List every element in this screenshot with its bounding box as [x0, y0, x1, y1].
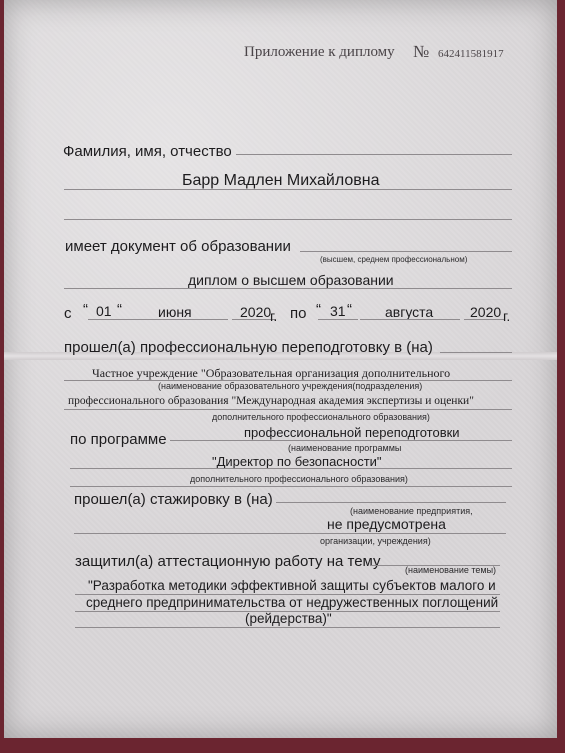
retraining-org-line2-rule	[64, 409, 512, 410]
period-from-month: июня	[158, 304, 192, 320]
period-to-year-suffix: г.	[503, 308, 511, 324]
number-sign: №	[413, 42, 430, 61]
retraining-label-line	[440, 352, 512, 353]
education-label: имеет документ об образовании	[65, 238, 291, 255]
period-from-day: 01	[96, 303, 112, 319]
period-from-year-suffix: г.	[270, 308, 278, 324]
period-from-open-quote: “	[83, 301, 88, 318]
education-value-line	[64, 288, 512, 289]
period-to-month-line	[360, 319, 460, 320]
period-to-day: 31	[330, 303, 346, 319]
program-value1: профессиональной переподготовки	[244, 425, 460, 440]
period-from-year: 2020	[240, 304, 272, 320]
period-to-open-quote: “	[316, 301, 321, 318]
period-to-year-line	[464, 319, 504, 320]
internship-line-1	[276, 502, 506, 503]
thesis-line2: среднего предпринимательства от недружественных поглощений	[86, 595, 499, 610]
fio-line-2	[64, 189, 512, 190]
program-line-1	[170, 440, 512, 441]
internship-value: не предусмотрена	[327, 516, 446, 532]
retraining-hint1: (наименование образовательного учреждения(подразделения)	[158, 381, 423, 391]
internship-hint1: (наименование предприятия,	[350, 506, 473, 516]
education-value: диплом о высшем образовании	[188, 272, 394, 288]
fio-value: Барр Мадлен Михайловна	[182, 172, 380, 189]
retraining-hint2: дополнительного профессионального образования)	[212, 412, 430, 422]
period-from-day-line	[88, 319, 130, 320]
program-hint2: дополнительного профессионального образования)	[190, 474, 408, 484]
internship-hint2: организации, учреждения)	[320, 536, 431, 546]
education-hint: (высшем, среднем профессиональном)	[320, 255, 468, 264]
appendix-title: Приложение к диплому	[244, 44, 395, 60]
program-hint1: (наименование программы	[288, 443, 402, 453]
program-line-3	[70, 486, 512, 487]
thesis-line1: "Разработка методики эффективной защиты субъектов малого и	[88, 578, 496, 593]
thesis-hint: (наименование темы)	[405, 565, 497, 575]
education-line	[300, 251, 512, 252]
retraining-org-line2: профессионального образования "Международная академия экспертизы и оценки"	[68, 395, 474, 407]
period-to-prefix: по	[290, 305, 307, 322]
thesis-label: защитил(а) аттестационную работу на тему	[75, 553, 381, 570]
retraining-label: прошел(а) профессиональную переподготовку в (на)	[64, 339, 433, 356]
fio-line-3	[64, 219, 512, 220]
program-value2: "Директор по безопасности"	[212, 454, 382, 469]
thesis-rule-3	[75, 627, 500, 628]
internship-label: прошел(а) стажировку в (на)	[74, 491, 273, 508]
retraining-org-line1: Частное учреждение "Образовательная организация дополнительного	[92, 366, 451, 380]
program-line-2	[70, 468, 512, 469]
period-to-close-quote: “	[347, 301, 352, 318]
diploma-number: 642411581917	[438, 48, 504, 60]
program-label: по программе	[70, 431, 167, 448]
fio-label: Фамилия, имя, отчество	[63, 143, 232, 160]
internship-line-2	[74, 533, 506, 534]
period-from-month-line	[130, 319, 228, 320]
fio-line-1	[236, 154, 512, 155]
period-to-day-line	[318, 319, 358, 320]
period-from-prefix: с	[64, 305, 72, 322]
thesis-line3: (рейдерства)"	[245, 611, 332, 626]
period-to-month: августа	[385, 304, 434, 320]
period-to-year: 2020	[470, 304, 502, 320]
period-from-close-quote: “	[117, 301, 122, 318]
